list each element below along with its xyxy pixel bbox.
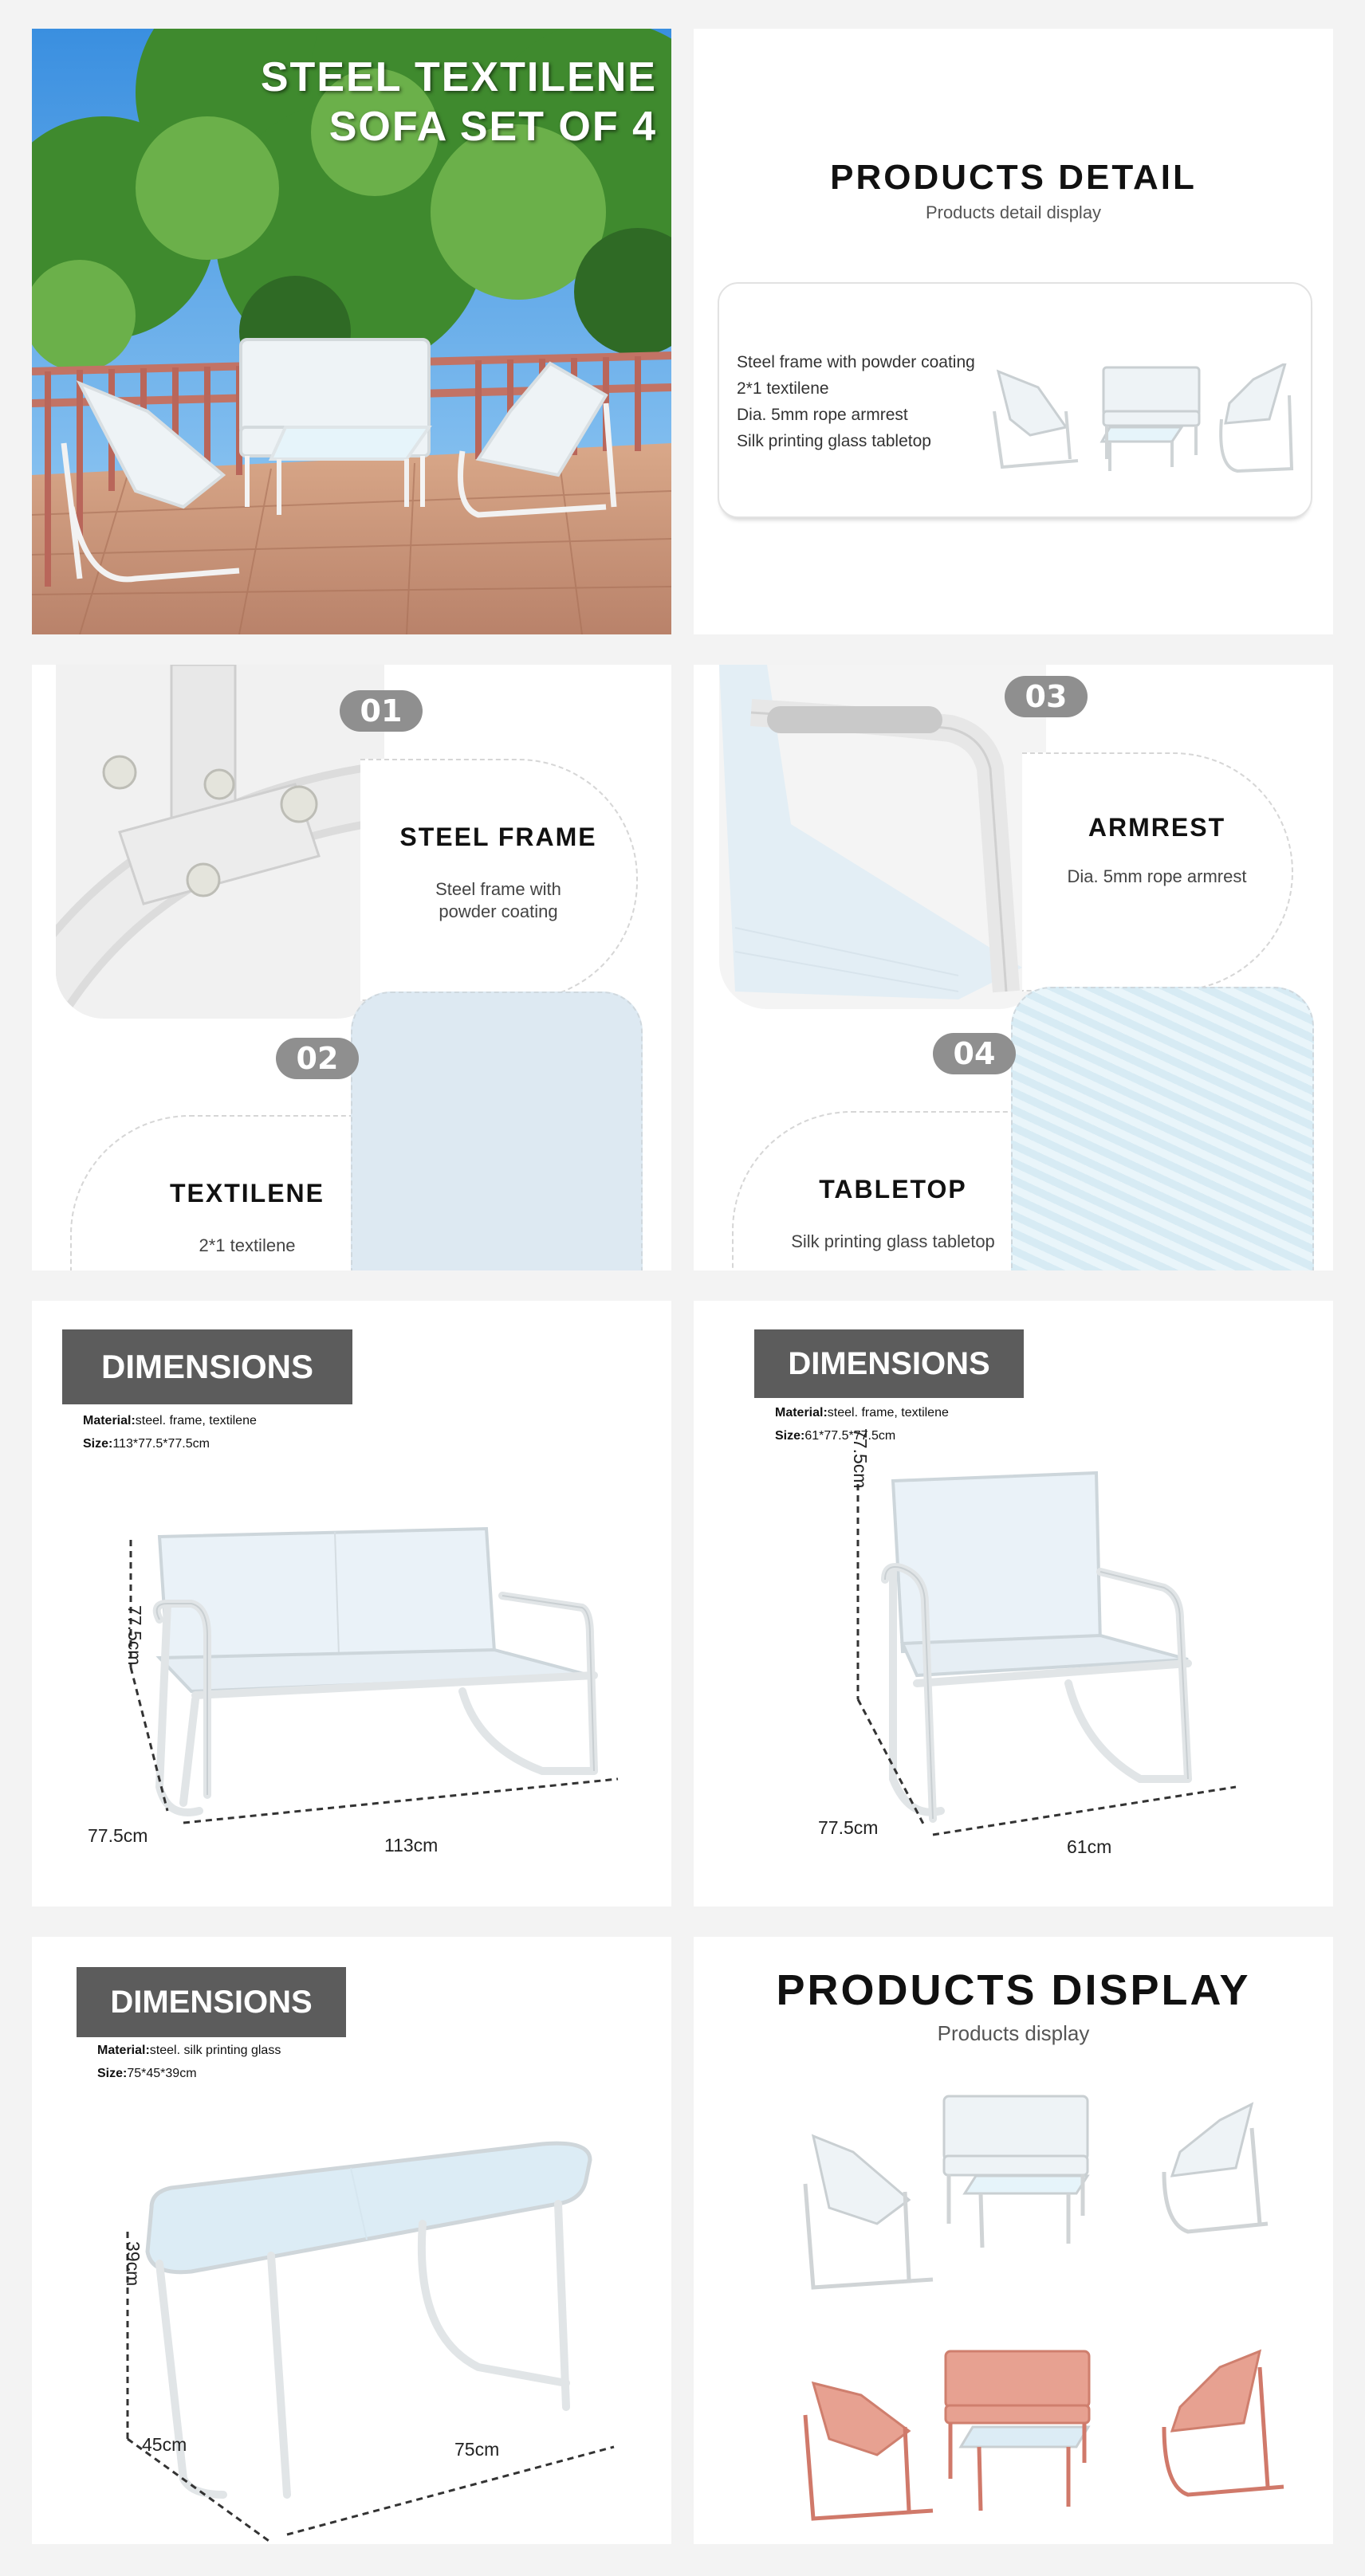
feature-desc-line: powder coating (439, 901, 558, 921)
width-label: 61cm (1067, 1836, 1112, 1857)
dimensions-banner: DIMENSIONS (77, 1967, 346, 2037)
feature-desc-line: Steel frame with (435, 879, 561, 899)
products-detail-panel (694, 29, 1333, 634)
features-panel-right (694, 665, 1333, 1270)
spec-item: Steel frame with powder coating (737, 353, 975, 371)
width-label: 75cm (454, 2439, 500, 2460)
dimensions-panel-chair (694, 1301, 1333, 1906)
hero-title (261, 53, 657, 151)
feature-number-badge: 04 (933, 1033, 1016, 1074)
size-value: 113*77.5*77.5cm (112, 1437, 210, 1451)
steel-frame-closeup (56, 665, 384, 1019)
material-value: steel. frame, textilene (827, 1406, 949, 1420)
feature-title: TEXTILENE (169, 1179, 325, 1208)
height-label: 77.5cm (850, 1428, 871, 1489)
size-value: 61*77.5*77.5cm (804, 1429, 896, 1443)
feature-title: STEEL FRAME (399, 823, 597, 851)
products-display-subtitle: Products display (937, 2021, 1090, 2045)
width-label: 113cm (384, 1835, 439, 1855)
products-detail-title: PRODUCTS DETAIL (830, 158, 1197, 197)
size-label: Size: (97, 2067, 128, 2080)
products-display-title: PRODUCTS DISPLAY (776, 1966, 1251, 2014)
table-dimension-drawing (32, 1937, 671, 2543)
products-display-panel (694, 1937, 1333, 2544)
feature-card-steel-frame (360, 759, 638, 1001)
size-label: Size: (83, 1437, 113, 1451)
depth-label: 45cm (142, 2434, 187, 2455)
chair-dimension-drawing (694, 1301, 1333, 1906)
depth-label: 77.5cm (88, 1825, 148, 1846)
sofa-dimension-drawing (32, 1301, 671, 1906)
hero-title-line1: STEEL TEXTILENE (260, 54, 657, 100)
feature-desc (360, 878, 636, 923)
spec-list (737, 349, 975, 454)
tabletop-closeup (1011, 987, 1314, 1270)
height-label: 39cm (123, 2241, 144, 2287)
feature-desc: 2*1 textilene (199, 1235, 296, 1255)
feature-card-tabletop (732, 1111, 1052, 1270)
products-detail-subtitle: Products detail display (925, 202, 1102, 222)
hero-panel (32, 29, 671, 634)
spec-item: 2*1 textilene (737, 379, 829, 398)
material-label: Material: (775, 1406, 828, 1420)
size-value: 75*45*39cm (127, 2067, 197, 2080)
height-label: 77.5cm (124, 1605, 145, 1666)
feature-title: ARMREST (1088, 813, 1226, 842)
hero-title-line2: SOFA SET OF 4 (328, 104, 657, 150)
material-label: Material: (83, 1414, 136, 1427)
feature-number-badge: 01 (340, 690, 423, 732)
spec-item: Silk printing glass tabletop (737, 432, 931, 450)
depth-label: 77.5cm (818, 1817, 879, 1838)
feature-desc: Silk printing glass tabletop (791, 1231, 995, 1251)
feature-desc: Dia. 5mm rope armrest (1067, 866, 1247, 886)
material-value: steel. frame, textilene (135, 1414, 257, 1427)
feature-title: TABLETOP (819, 1175, 967, 1204)
material-value: steel. silk printing glass (149, 2044, 281, 2057)
dimensions-panel-sofa (32, 1301, 671, 1906)
dimensions-banner: DIMENSIONS (754, 1329, 1024, 1398)
feature-card-armrest (1022, 752, 1293, 992)
dimensions-panel-table (32, 1937, 671, 2544)
products-detail-card (718, 282, 1312, 518)
dimensions-banner: DIMENSIONS (62, 1329, 352, 1404)
features-panel-left (32, 665, 671, 1270)
sofa-set-thumbnail (990, 363, 1301, 475)
material-label: Material: (97, 2044, 150, 2057)
feature-number-badge: 02 (276, 1038, 359, 1079)
armrest-closeup (719, 665, 1046, 1009)
spec-item: Dia. 5mm rope armrest (737, 406, 908, 424)
feature-number-badge: 03 (1005, 676, 1088, 717)
products-display-image (694, 1937, 1333, 2544)
size-label: Size: (775, 1429, 805, 1443)
textilene-closeup (351, 992, 643, 1270)
